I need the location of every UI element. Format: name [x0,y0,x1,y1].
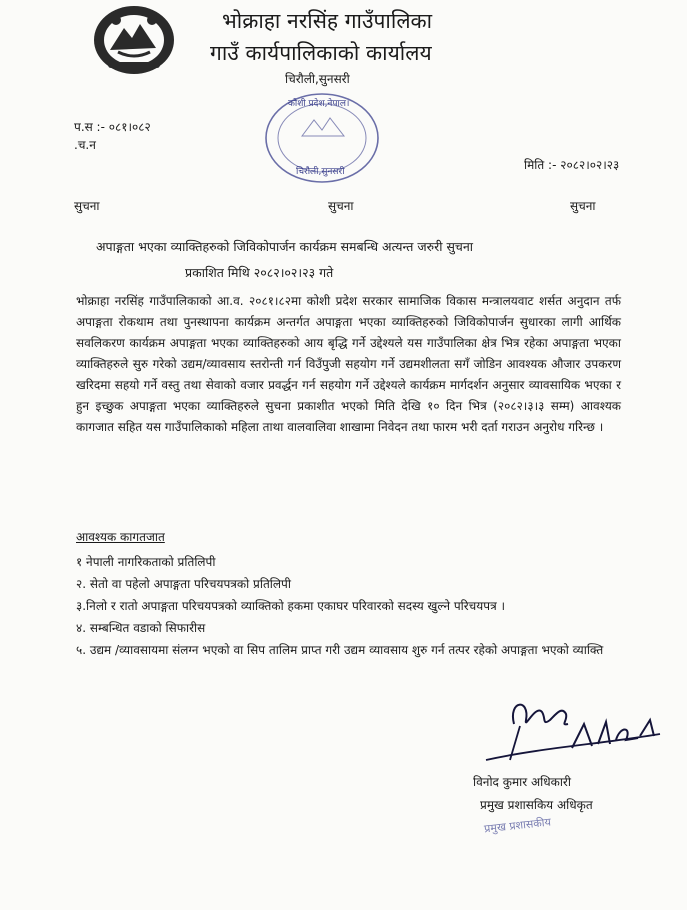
office-stamp [262,90,382,186]
stamp-line-province: कोशी प्रदेश,नेपाल। [288,99,350,109]
stamp-line-location: चिरौली,सुनसरी [296,167,345,177]
signatory-stamp: प्रमुख प्रशासकीय [483,815,552,836]
required-documents-title: आवश्यक कागतजात [76,530,165,544]
list-item: २. सेतो वा पहेलो अपाङ्गता परिचयपत्रको प्रतिलिपी [76,577,291,591]
office-address: चिरौली,सुनसरी [285,72,350,86]
published-date: प्रकाशित मिथि २०८२।०२।२३ गते [185,265,334,280]
dispatch-number: .च.न [74,138,96,152]
list-item: ३.निलो र रातो अपाङ्गता परिचयपत्रको व्याक्तिको हकमा एकाघर परिवारको सदस्य खुल्ने परिचयपत्र । [76,599,506,613]
emblem-logo [88,2,180,78]
municipality-title: भोक्राहा नरसिंह गाउँपालिका [222,9,433,33]
notice-label-center: सुचना [328,199,354,213]
notice-label-right: सुचना [570,199,596,213]
list-item: ५. उद्यम /व्यावसायमा संलग्न भएको वा सिप तालिम प्राप्त गरी उद्यम व्यावसाय शुरु गर्न तत्पर रहेको अपाङ्गता भएको व्याक्ति [76,643,604,657]
letter-date: मिति :- २०८२।०२।२३ [524,158,620,172]
office-subtitle: गाउँ कार्यपालिकाको कार्यालय [210,41,432,65]
notice-body: भोक्राहा नरसिंह गाउँपालिकाको आ.व. २०८१।८२मा कोशी प्रदेश सरकार सामाजिक विकास मन्त्रालयवाट शर्सत अनुदान तर्फ अपाङ्गता रोकथाम तथा पुनस्थापना कार्यक्रम अन्तर्गत अपाङ्गता भएका व्याक्तिहरुको जिविकोपार्जन सुधारका लागी आर्थिक सवलिकरण कार्यक्रम अपाङ्गता भएका व्याक्तिहरुको आय बृद्धि गर्ने उद्देश्यले यस गाउँपालिका क्षेत्र भित्र रहेका अपाङ्गता भएका व्याक्तिहरुले सुरु गरेको उद्यम/व्यावसाय स्तरोन्ती गर्न विउँपुजी सहयोग गर्ने उद्यमशीलता सगँ जोडिन आवश्यक औजार उपकरण खरिदमा सहयो गर्ने वस्तु तथा सेवाको वजार प्रवर्द्धन गर्न सहयोग गर्ने उद्देश्यले कार्यक्रम मार्गदर्शन अनुसार व्यावसायिक भएका र हुन इच्छुक अपाङ्गता भएका व्याक्तिहरुले सुचना प्रकाशीत भएको मिति देखि १० दिन भित्र (२०८२।३।३ सम्म) आवश्यक कागजात सहित यस गाउँपालिकाको महिला ताथा वालवालिवा शाखामा निवेदन तथा फारम भरी दर्ता गराउन अनुरोध गरिन्छ । [76,294,621,434]
signatory-name: विनोद कुमार अधिकारी [473,775,571,789]
list-item: ४. सम्बन्धित वडाको सिफारीस [76,621,206,635]
notice-subject: अपाङ्गता भएका व्याक्तिहरुको जिविकोपार्जन कार्यक्रम समबन्धि अत्यन्त जरुरी सुचना [96,239,474,254]
list-item: १ नेपाली नागरिकताको प्रतिलिपी [76,555,216,569]
letter-number: प.स :- ०८१।०८२ [74,120,151,134]
reference-block [74,118,151,154]
signatory-title: प्रमुख प्रशासकिय अधिकृत [480,798,593,812]
required-documents-list [76,551,636,661]
notice-label-left: सुचना [74,199,100,213]
